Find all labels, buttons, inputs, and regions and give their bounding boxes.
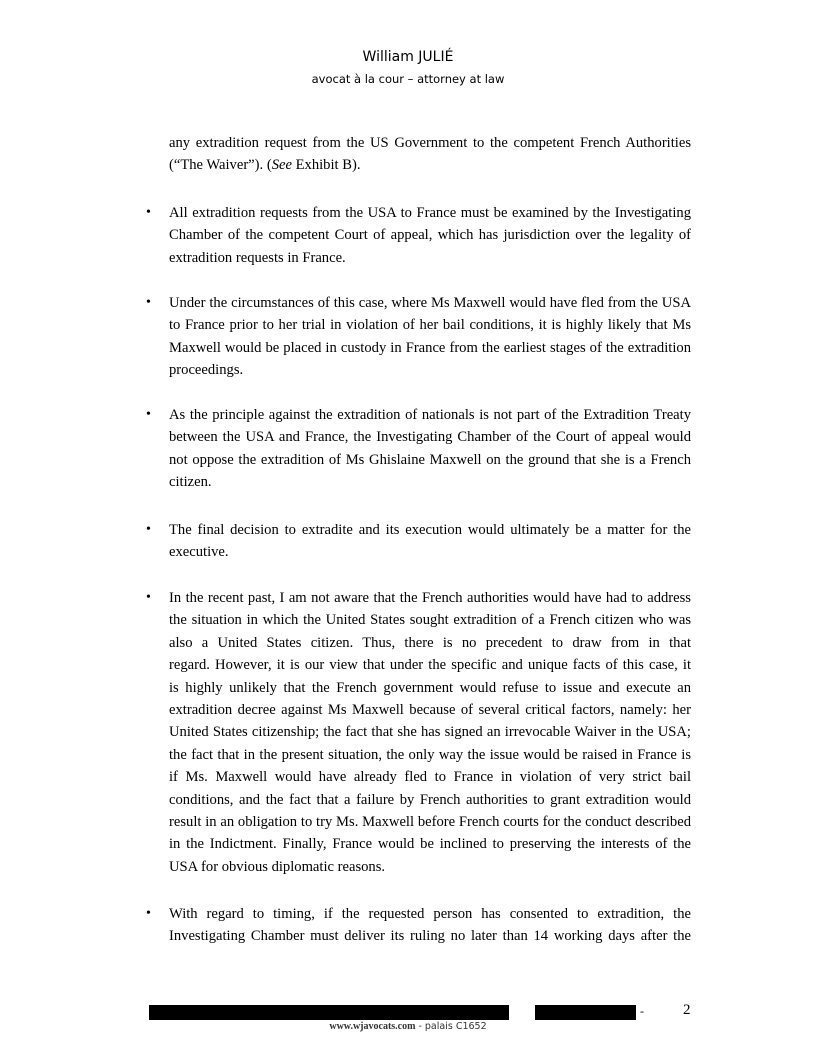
text-line: With regard to timing, if the requested person has consented to extradition, the [169,906,691,922]
text-line: if Ms. Maxwell would have already fled to France in violation of very strict bail [169,769,691,786]
bullet-paragraph [146,292,691,382]
paragraph [169,132,691,177]
text-line: (“The Waiver”). (See Exhibit B). [169,157,361,174]
text-line: also a United States citizen. Thus, there is no precedent to draw from in that [169,634,691,651]
bullet-icon: • [146,205,151,220]
text-line: in the Indictment. Finally, France would be inclined to preserving the interests of the [169,836,691,853]
footer-text [0,1021,816,1032]
text-line: Under the circumstances of this case, where Ms Maxwell would have fled from the USA [169,295,691,311]
text-line: the situation in which the United States sought extradition of a French citizen who was [169,612,691,629]
bullet-icon: • [146,407,151,422]
text-line: not oppose the extradition of Ms Ghislaine Maxwell on the ground that she is a French [169,451,691,468]
text-line: As the principle against the extradition of nationals is not part of the Extradition Treaty [169,407,691,423]
text-line: Chamber of the competent Court of appeal, which has jurisdiction over the legality of [169,227,691,244]
text-line: In the recent past, I am not aware that the French authorities would have had to address [169,590,691,606]
text-line: United States citizenship; the fact that she has signed an irrevocable Waiver in the USA; [169,724,691,741]
bullet-icon: • [146,522,151,537]
footer-location: - palais C1652 [415,1021,487,1032]
text-line: Investigating Chamber must deliver its ruling no later than 14 working days after the [169,928,691,945]
footer-website: www.wjavocats.com [329,1021,416,1032]
text-line: Maxwell would be placed in custody in France from the earliest stages of the extradition [169,339,691,356]
bullet-paragraph [146,587,691,878]
text-line: citizen. [169,474,212,491]
text-line: All extradition requests from the USA to France must be examined by the Investigating [169,205,691,221]
text-line: regard. However, it is our view that under the specific and unique facts of this case, it [169,657,691,674]
letterhead-name: William JULIÉ [362,49,454,65]
bullet-paragraph [146,903,691,948]
text-line: extradition decree against Ms Maxwell because of several critical factors, namely: her [169,702,691,719]
bullet-paragraph [146,202,691,269]
text-line: result in an obligation to try Ms. Maxwell before French courts for the conduct described [169,814,691,831]
text-line: USA for obvious diplomatic reasons. [169,858,386,875]
redaction-bar [149,1005,509,1020]
bullet-icon: • [146,590,151,605]
text-line: any extradition request from the US Government to the competent French Authorities [169,135,691,151]
footer-dash: - [640,1004,644,1018]
text-line: the fact that in the present situation, the only way the issue would be raised in France is [169,746,691,763]
bullet-icon: • [146,295,151,310]
text-line: executive. [169,544,229,561]
text-line: extradition requests in France. [169,249,346,266]
letterhead-subtitle: avocat à la cour – attorney at law [311,72,505,86]
text-line: to France prior to her trial in violation of her bail conditions, it is highly likely that Ms [169,317,691,334]
redaction-bar [535,1005,636,1020]
text-line: proceedings. [169,362,244,379]
bullet-icon: • [146,906,151,921]
text-line: The final decision to extradite and its execution would ultimately be a matter for the [169,522,691,538]
page-number: 2 [683,1002,691,1018]
text-line: between the USA and France, the Investigating Chamber of the Court of appeal would [169,429,691,446]
text-line: is highly unlikely that the French government would refuse to issue and execute an [169,679,691,696]
bullet-paragraph [146,404,691,494]
bullet-paragraph [146,519,691,564]
text-line: conditions, and the fact that a failure by French authorities to grant extradition would [169,791,691,808]
